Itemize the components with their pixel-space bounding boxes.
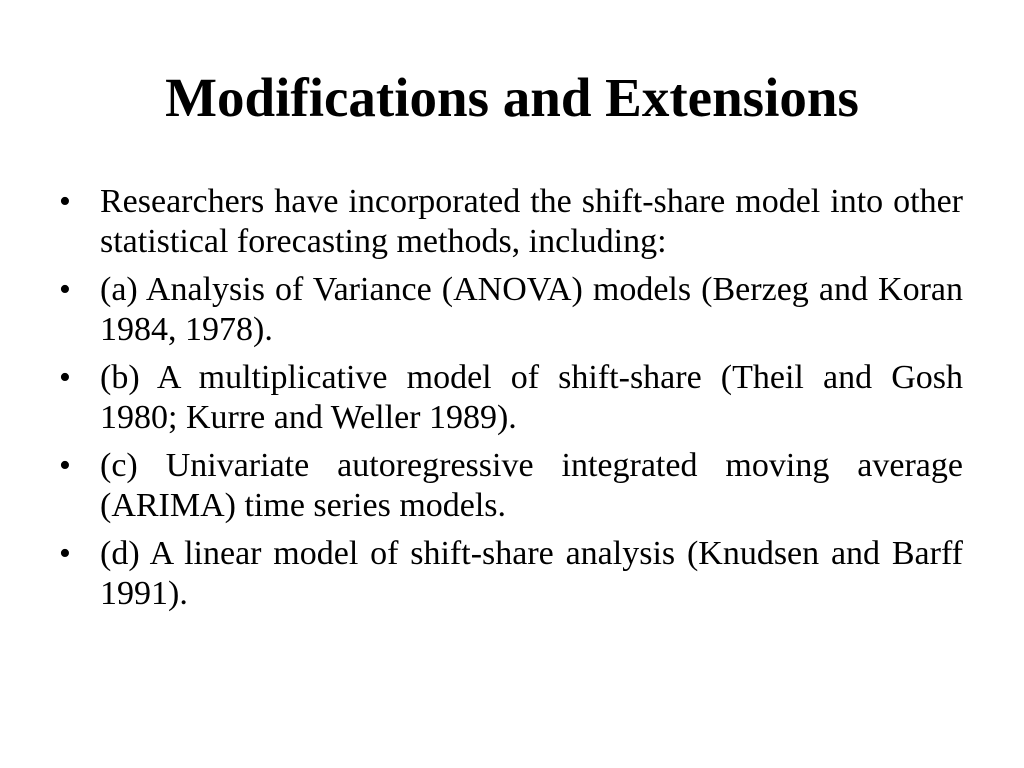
bullet-text: Researchers have incorporated the shift-share model into other statistical forecasting methods, including: (100, 183, 963, 260)
bullet-text: (c) Univariate autoregressive integrated moving average (ARIMA) time series models. (100, 447, 963, 524)
bullet-text: (a) Analysis of Variance (ANOVA) models (Berzeg and Koran 1984, 1978). (100, 271, 963, 348)
bullet-list (57, 182, 963, 622)
bullet-item-arima (57, 446, 963, 526)
bullet-icon: • (59, 183, 71, 220)
bullet-text: (d) A linear model of shift-share analysis (Knudsen and Barff 1991). (100, 535, 963, 612)
bullet-icon: • (59, 271, 71, 308)
bullet-item-anova (57, 270, 963, 350)
bullet-item-multiplicative (57, 358, 963, 438)
bullet-icon: • (59, 359, 71, 396)
bullet-text: (b) A multiplicative model of shift-share (Theil and Gosh 1980; Kurre and Weller 1989). (100, 359, 963, 436)
bullet-item-researchers (57, 182, 963, 262)
bullet-icon: • (59, 535, 71, 572)
bullet-icon: • (59, 447, 71, 484)
slide-title: Modifications and Extensions (165, 67, 859, 128)
bullet-item-linear (57, 534, 963, 614)
